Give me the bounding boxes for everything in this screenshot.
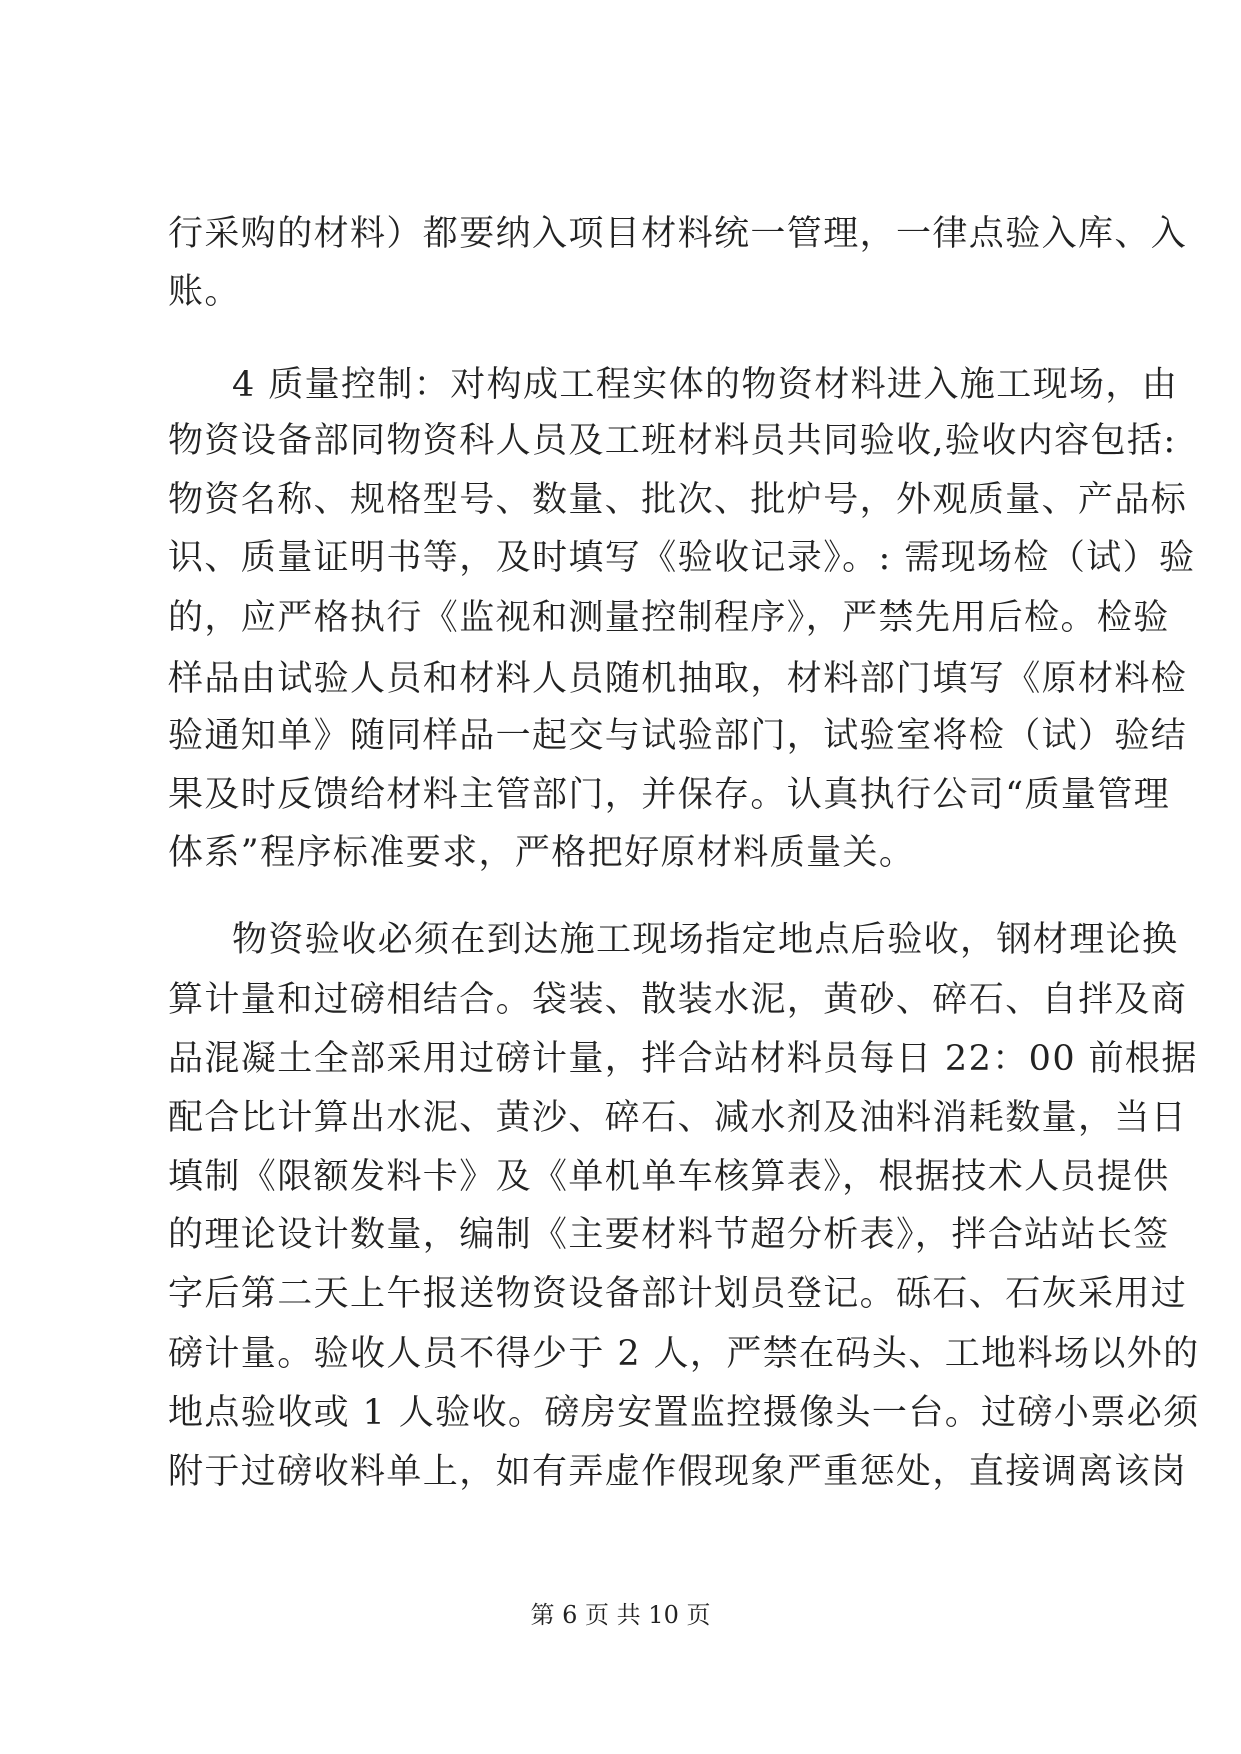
text-line: 账。 xyxy=(168,272,241,312)
text-line: 行采购的材料）都要纳入项目材料统一管理，一律点验入库、入 xyxy=(168,214,1188,254)
text-line: 果及时反馈给材料主管部门，并保存。认真执行公司“质量管理 xyxy=(168,775,1171,815)
text-line: 4 质量控制：对构成工程实体的物资材料进入施工现场，由 xyxy=(232,365,1179,405)
text-line: 物资名称、规格型号、数量、批次、批炉号，外观质量、产品标 xyxy=(168,480,1188,520)
text-line: 算计量和过磅相结合。袋装、散装水泥，黄砂、碎石、自拌及商 xyxy=(168,980,1188,1020)
text-line: 品混凝土全部采用过磅计量，拌合站材料员每日 22：00 前根据 xyxy=(168,1039,1198,1079)
text-line: 验通知单》随同样品一起交与试验部门，试验室将检（试）验结 xyxy=(168,716,1188,756)
text-line: 配合比计算出水泥、黄沙、碎石、减水剂及油料消耗数量，当日 xyxy=(168,1098,1188,1138)
page-number-footer: 第 6 页 共 10 页 xyxy=(530,1601,711,1629)
text-line: 填制《限额发料卡》及《单机单车核算表》，根据技术人员提供 xyxy=(168,1157,1170,1197)
text-line: 地点验收或 1 人验收。磅房安置监控摄像头一台。过磅小票必须 xyxy=(168,1393,1200,1433)
text-line: 物资验收必须在到达施工现场指定地点后验收，钢材理论换 xyxy=(232,920,1179,960)
text-line: 体系”程序标准要求，严格把好原材料质量关。 xyxy=(168,833,916,873)
text-line: 附于过磅收料单上，如有弄虚作假现象严重惩处，直接调离该岗 xyxy=(168,1452,1188,1492)
text-line: 字后第二天上午报送物资设备部计划员登记。砾石、石灰采用过 xyxy=(168,1274,1188,1314)
text-line: 的，应严格执行《监视和测量控制程序》，严禁先用后检。检验 xyxy=(168,598,1170,638)
text-line: 物资设备部同物资科人员及工班材料员共同验收,验收内容包括: xyxy=(168,421,1177,461)
text-line: 样品由试验人员和材料人员随机抽取，材料部门填写《原材料检 xyxy=(168,659,1188,699)
text-line: 磅计量。验收人员不得少于 2 人，严禁在码头、工地料场以外的 xyxy=(168,1334,1200,1374)
text-line: 的理论设计数量，编制《主要材料节超分析表》，拌合站站长签 xyxy=(168,1215,1170,1255)
text-line: 识、质量证明书等，及时填写《验收记录》。: 需现场检（试）验 xyxy=(168,538,1196,578)
